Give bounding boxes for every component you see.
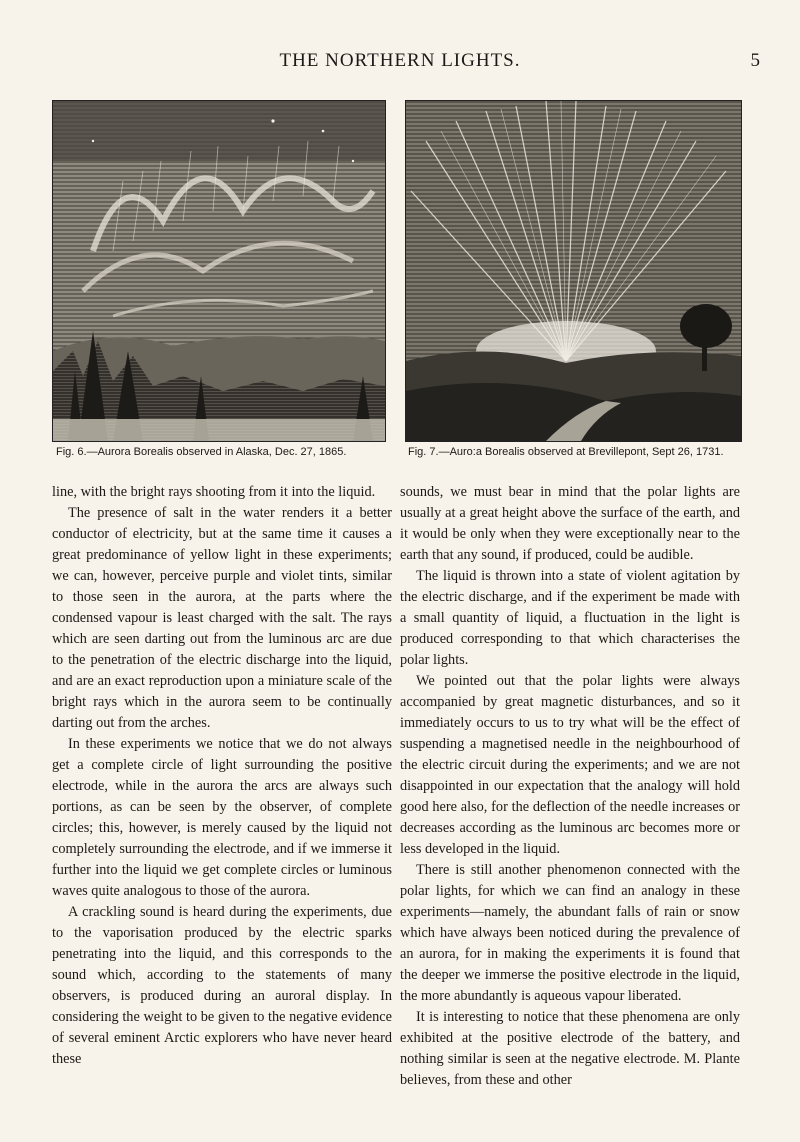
figure-7-caption: Fig. 7.—Auro:a Borealis observed at Brevillepont, Sept 26, 1731. [408, 446, 724, 458]
paragraph: The liquid is thrown into a state of violent agitation by the electric discharge, and if the experiment be made with a small quantity of liquid, a fluctuation in the light is produced corresponding to that which characterises the polar lights. [400, 568, 740, 668]
paragraph: A crackling sound is heard during the experiments, due to the vaporisation produced by the electric sparks penetrating into the liquid, and this corresponds to the sound which, according to the statements of many observers, is produced during an auroral display. In considering the weight to be given to the negative evidence of several eminent Arctic explorers who have never heard these [52, 904, 392, 1067]
paragraph: sounds, we must bear in mind that the polar lights are usually at a great height above the surface of the earth, and it would be only when they were exceptionally near to the earth that any sound, if produced, could be audible. [400, 484, 740, 563]
paragraph: In these experiments we notice that we do not always get a complete circle of light surrounding the positive electrode, while in the aurora the arcs are always such portions, as can be seen by the observer, of complete circles; this, however, is merely caused by the liquid not completely surrounding the electrode, and if we immerse it further into the liquid we get complete circles or luminous waves quite analogous to those of the aurora. [52, 736, 392, 899]
paragraph: We pointed out that the polar lights were always accompanied by great magnetic disturbances, and so it immediately occurs to us to try what will be the effect of suspending a magnetised needle in the neighbourhood of the electric circuit during the experiments; and we are not disappointed in our expectation that the analogy will hold good here also, for the deflection of the needle increases or decreases according as the luminous arc becomes more or less developed in the liquid. [400, 673, 740, 857]
figure-6-engraving [52, 100, 386, 442]
paragraph: There is still another phenomenon connected with the polar lights, for which we can find an analogy in these experiments—namely, the abundant falls of rain or snow which have always been noticed during the prevalence of an aurora, for in making the experiments it is found that the deeper we immerse the positive electrode in the liquid, the more abundantly is aqueous vapour liberated. [400, 862, 740, 1004]
running-title: THE NORTHERN LIGHTS. [279, 50, 521, 71]
figure-7-engraving [405, 100, 742, 442]
right-text-column [400, 482, 740, 1091]
aurora-alaska-illustration [53, 101, 385, 441]
page-number: 5 [750, 50, 760, 71]
paragraph: line, with the bright rays shooting from it into the liquid. [52, 484, 376, 500]
left-text-column [52, 482, 392, 1070]
paragraph: The presence of salt in the water renders it a better conductor of electricity, but at the same time it causes a great predominance of yellow light in these experiments; we can, however, perceive purple and violet tints, similar to those seen in the aurora, at the parts where the condensed vapour is least charged with the salt. The rays which are seen darting out from the luminous arc are due to the penetration of the electric discharge into the liquid, and are an exact reproduction upon a miniature scale of the bright rays which in the aurora seem to be continually darting out from the arches. [52, 505, 392, 731]
page-header [40, 50, 760, 80]
paragraph: It is interesting to notice that these phenomena are only exhibited at the positive electrode of the battery, and nothing similar is seen at the negative electrode. M. Plante believes, from these and other [400, 1009, 740, 1088]
aurora-brevillepont-illustration [406, 101, 741, 441]
figure-6-caption: Fig. 6.—Aurora Borealis observed in Alaska, Dec. 27, 1865. [56, 446, 347, 458]
